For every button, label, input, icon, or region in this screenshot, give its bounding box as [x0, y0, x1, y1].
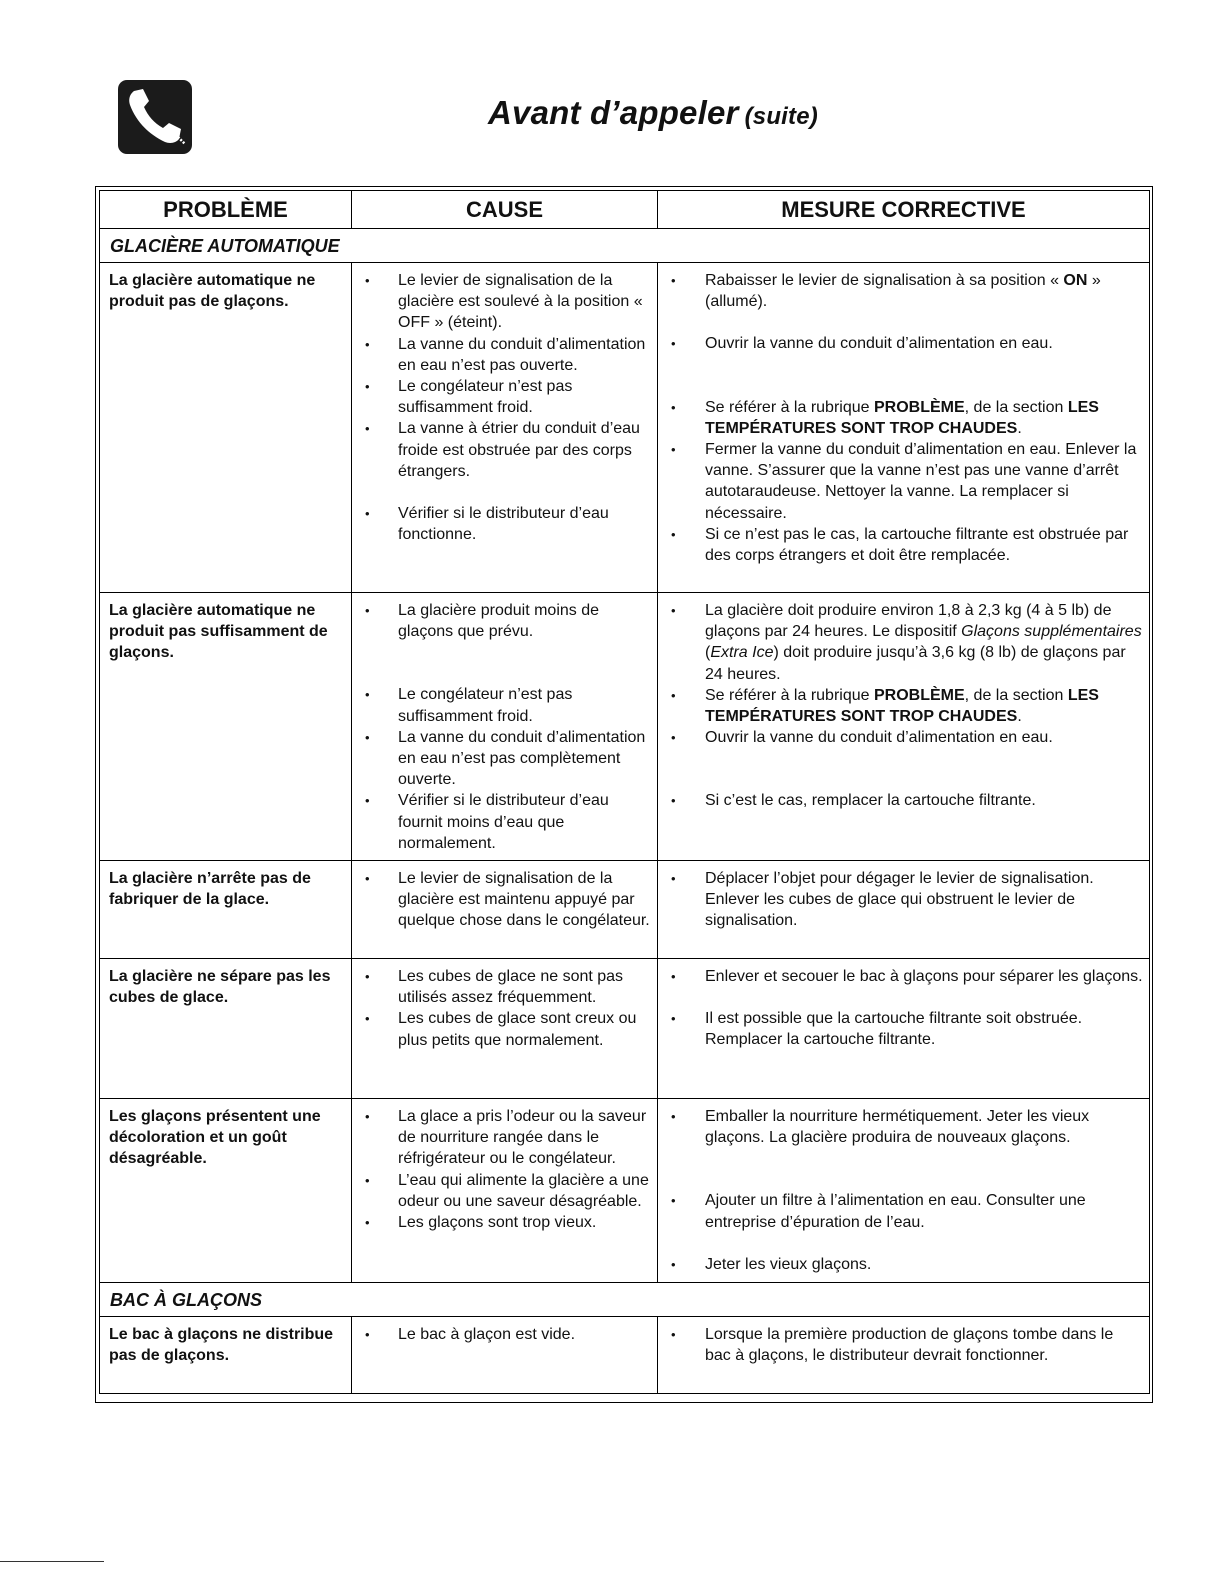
- fix-item: • Ajouter un filtre à l’alimentation en eau. Consulter une entreprise d’épuration de l’eau.: [671, 1190, 1143, 1232]
- fix-cell: [658, 959, 1150, 1099]
- fix-item: [671, 397, 1143, 439]
- cause-cell: [352, 861, 658, 959]
- table-row: [100, 593, 1150, 861]
- problem-cell: La glacière automatique ne produit pas suffisamment de glaçons.: [100, 593, 352, 861]
- fix-text-italic: Extra Ice: [710, 644, 774, 662]
- cause-item: • L’eau qui alimente la glacière a une odeur ou une saveur désagréable.: [365, 1170, 651, 1212]
- fix-item: • Lorsque la première production de glaçons tombe dans le bac à glaçons, le distributeur devrait fonctionner.: [671, 1324, 1143, 1366]
- fix-cell: [658, 1099, 1150, 1283]
- fix-text-italic: Glaçons supplémentaires: [961, 623, 1142, 641]
- phone-icon: [118, 80, 192, 154]
- section-title-bac: BAC À GLAÇONS: [100, 1283, 1150, 1317]
- fix-item: • Si ce n’est pas le cas, la cartouche filtrante est obstruée par des corps étrangers et doit être remplacée.: [671, 524, 1143, 566]
- table-row: [100, 861, 1150, 959]
- fix-item: • Il est possible que la cartouche filtrante soit obstruée. Remplacer la cartouche filtrante.: [671, 1008, 1143, 1050]
- fix-text: , de la section: [964, 398, 1068, 416]
- cause-cell: [352, 593, 658, 861]
- cause-item: • Le bac à glaçon est vide.: [365, 1324, 651, 1345]
- fix-item: [671, 685, 1143, 727]
- fix-text: » (allumé).: [705, 272, 1101, 311]
- fix-text-bold: PROBLÈME: [873, 398, 965, 416]
- fix-text-bold: PROBLÈME: [873, 686, 965, 704]
- fix-cell: [658, 593, 1150, 861]
- troubleshooting-table: [99, 190, 1150, 1394]
- fix-cell: [658, 263, 1150, 593]
- section-row: [100, 1283, 1150, 1317]
- table-row: [100, 1099, 1150, 1283]
- fix-item: • Enlever et secouer le bac à glaçons pour séparer les glaçons.: [671, 966, 1143, 987]
- cause-cell: [352, 959, 658, 1099]
- header-mesure-corrective: MESURE CORRECTIVE: [658, 191, 1150, 229]
- problem-cell: Les glaçons présentent une décoloration et un goût désagréable.: [100, 1099, 352, 1283]
- fix-item: • Fermer la vanne du conduit d’alimentation en eau. Enlever la vanne. S’assurer que la vanne n’est pas une vanne d’arrêt autotaraudeuse. Nettoyer la vanne. La remplacer si nécessaire.: [671, 439, 1143, 524]
- fix-item: • Jeter les vieux glaçons.: [671, 1254, 1143, 1275]
- fix-cell: [658, 861, 1150, 959]
- fix-text: .: [1017, 419, 1022, 437]
- cause-cell: [352, 1317, 658, 1394]
- footer-rule: [0, 1561, 104, 1562]
- section-row: [100, 229, 1150, 263]
- page-title: [488, 94, 818, 132]
- header-probleme: PROBLÈME: [100, 191, 352, 229]
- cause-item: • Vérifier si le distributeur d’eau fournit moins d’eau que normalement.: [365, 790, 651, 854]
- cause-item: • Les cubes de glace sont creux ou plus petits que normalement.: [365, 1008, 651, 1050]
- cause-item: • La vanne du conduit d’alimentation en eau n’est pas ouverte.: [365, 334, 651, 376]
- fix-text-bold: LES TEMPÉRATURES SONT TROP CHAUDES: [705, 398, 1099, 437]
- cause-item: • La glacière produit moins de glaçons que prévu.: [365, 600, 651, 642]
- fix-item: • Emballer la nourriture hermétiquement. Jeter les vieux glaçons. La glacière produira de nouveaux glaçons.: [671, 1106, 1143, 1148]
- fix-text: ) doit produire jusqu’à 3,6 kg (8 lb) de glaçons par 24 heures.: [705, 644, 1126, 683]
- fix-text-bold: ON: [1063, 272, 1088, 289]
- fix-item: • Ouvrir la vanne du conduit d’alimentation en eau.: [671, 727, 1143, 748]
- cause-item: • La vanne à étrier du conduit d’eau froide est obstruée par des corps étrangers.: [365, 418, 651, 482]
- problem-cell: La glacière n’arrête pas de fabriquer de la glace.: [100, 861, 352, 959]
- table-row: [100, 959, 1150, 1099]
- fix-item: • Ouvrir la vanne du conduit d’alimentation en eau.: [671, 333, 1143, 354]
- cause-item: • La glace a pris l’odeur ou la saveur de nourriture rangée dans le réfrigérateur ou le congélateur.: [365, 1106, 651, 1170]
- fix-text: Rabaisser le levier de signalisation à sa position «: [705, 272, 1064, 289]
- fix-item: [671, 600, 1143, 685]
- fix-text: .: [1017, 708, 1022, 726]
- problem-cell: Le bac à glaçons ne distribue pas de glaçons.: [100, 1317, 352, 1394]
- problem-cell: La glacière ne sépare pas les cubes de glace.: [100, 959, 352, 1099]
- fix-text-bold: LES TEMPÉRATURES SONT TROP CHAUDES: [705, 686, 1099, 726]
- header-cause: CAUSE: [352, 191, 658, 229]
- cause-item: • La vanne du conduit d’alimentation en eau n’est pas complètement ouverte.: [365, 727, 651, 791]
- fix-text: (: [705, 644, 711, 662]
- cause-cell: [352, 263, 658, 593]
- cause-item: • Les cubes de glace ne sont pas utilisés assez fréquemment.: [365, 966, 651, 1008]
- table-row: [100, 1317, 1150, 1394]
- fix-item: • Déplacer l’objet pour dégager le levier de signalisation. Enlever les cubes de glace qui obstruent le levier de signalisation.: [671, 868, 1143, 932]
- fix-item: [671, 270, 1143, 312]
- cause-cell: [352, 1099, 658, 1283]
- fix-text: , de la section: [964, 686, 1068, 704]
- section-title-glaciere: GLACIÈRE AUTOMATIQUE: [100, 229, 1150, 263]
- fix-text: Se référer à la rubrique: [705, 686, 874, 704]
- fix-item: • Si c’est le cas, remplacer la cartouche filtrante.: [671, 790, 1143, 811]
- cause-item: • Vérifier si le distributeur d’eau fonctionne.: [365, 503, 651, 545]
- table-row: [100, 263, 1150, 593]
- cause-item: • Le congélateur n’est pas suffisamment froid.: [365, 684, 651, 726]
- problem-cell: La glacière automatique ne produit pas de glaçons.: [100, 263, 352, 593]
- cause-item: • Le congélateur n’est pas suffisamment froid.: [365, 376, 651, 418]
- title-suite: (suite): [744, 103, 818, 130]
- fix-cell: [658, 1317, 1150, 1394]
- title-text: Avant d’appeler: [488, 94, 739, 131]
- cause-item: • Le levier de signalisation de la glacière est soulevé à la position « OFF » (éteint).: [365, 270, 651, 334]
- cause-item: • Le levier de signalisation de la glacière est maintenu appuyé par quelque chose dans le congélateur.: [365, 868, 651, 932]
- fix-text: Se référer à la rubrique: [705, 398, 874, 416]
- cause-item: • Les glaçons sont trop vieux.: [365, 1212, 651, 1233]
- table-header-row: [100, 191, 1150, 229]
- fix-text: La glacière doit produire environ 1,8 à 2,3 kg (4 à 5 lb) de glaçons par 24 heures. Le dispositif: [705, 602, 1112, 641]
